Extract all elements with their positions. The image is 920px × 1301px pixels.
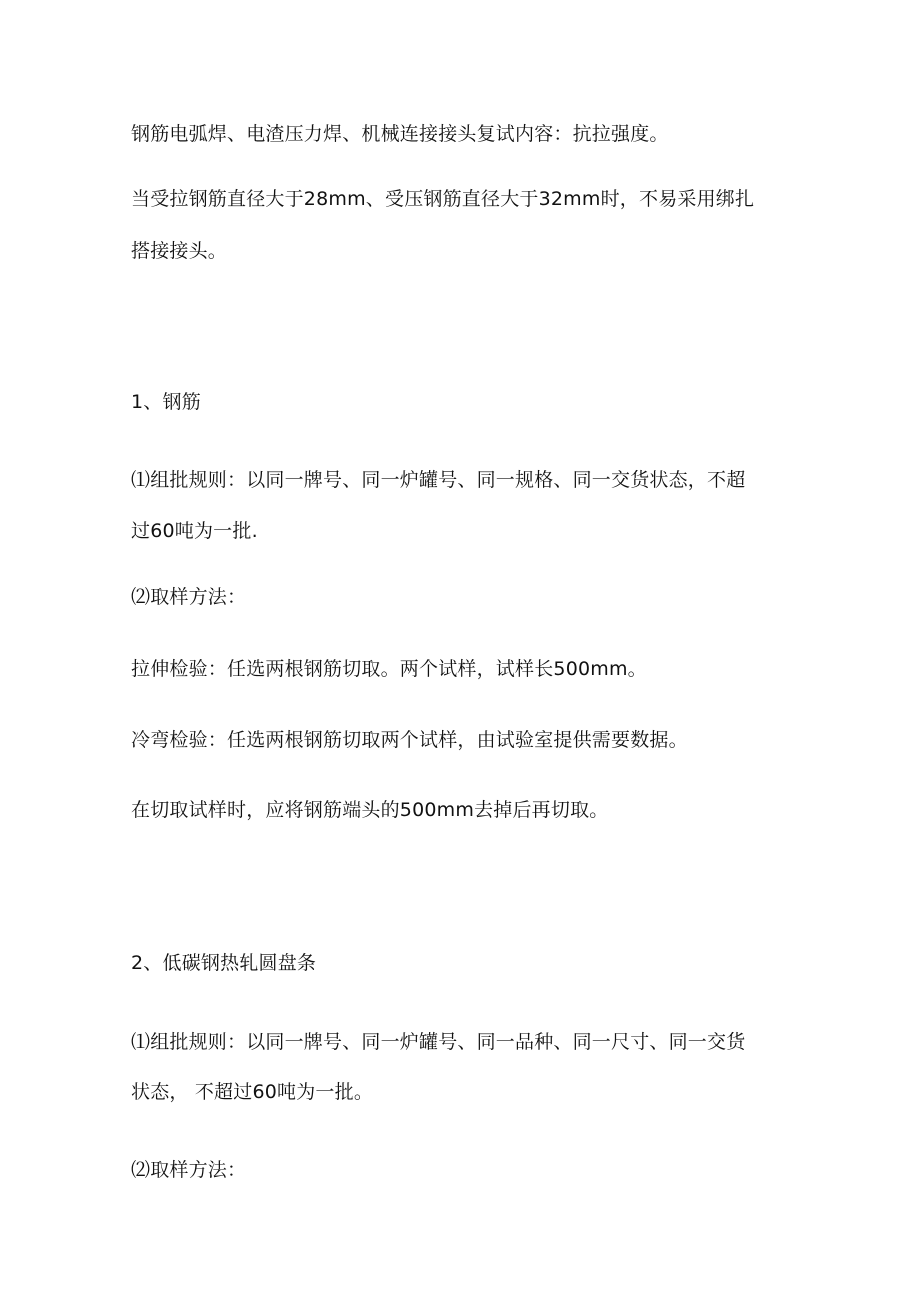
wire-rod-batch-rule-line1: ⑴组批规则：以同一牌号、同一炉罐号、同一品种、同一尺寸、同一交货 <box>131 1031 746 1053</box>
section-heading-wire-rod: 2、低碳钢热轧圆盘条 <box>131 952 317 974</box>
rebar-tensile-test: 拉伸检验：任选两根钢筋切取。两个试样，试样长500mm。 <box>131 658 647 680</box>
rebar-cut-note: 在切取试样时，应将钢筋端头的500mm去掉后再切取。 <box>131 799 609 821</box>
rebar-batch-rule-line2: 过60吨为一批. <box>131 520 258 542</box>
wire-rod-sampling-heading: ⑵取样方法： <box>131 1159 247 1181</box>
rebar-batch-rule-line1: ⑴组批规则：以同一牌号、同一炉罐号、同一规格、同一交货状态，不超 <box>131 469 746 491</box>
paragraph-weld-retest: 钢筋电弧焊、电渣压力焊、机械连接接头复试内容：抗拉强度。 <box>131 123 669 145</box>
section-heading-rebar: 1、钢筋 <box>131 391 201 413</box>
rebar-bend-test: 冷弯检验：任选两根钢筋切取两个试样，由试验室提供需要数据。 <box>131 729 688 751</box>
paragraph-lap-joint-line2: 搭接接头。 <box>131 240 228 262</box>
rebar-sampling-heading: ⑵取样方法： <box>131 586 247 608</box>
paragraph-lap-joint-line1: 当受拉钢筋直径大于28mm、受压钢筋直径大于32mm时，不易采用绑扎 <box>131 188 755 210</box>
wire-rod-batch-rule-line2: 状态， 不超过60吨为一批。 <box>131 1081 374 1103</box>
